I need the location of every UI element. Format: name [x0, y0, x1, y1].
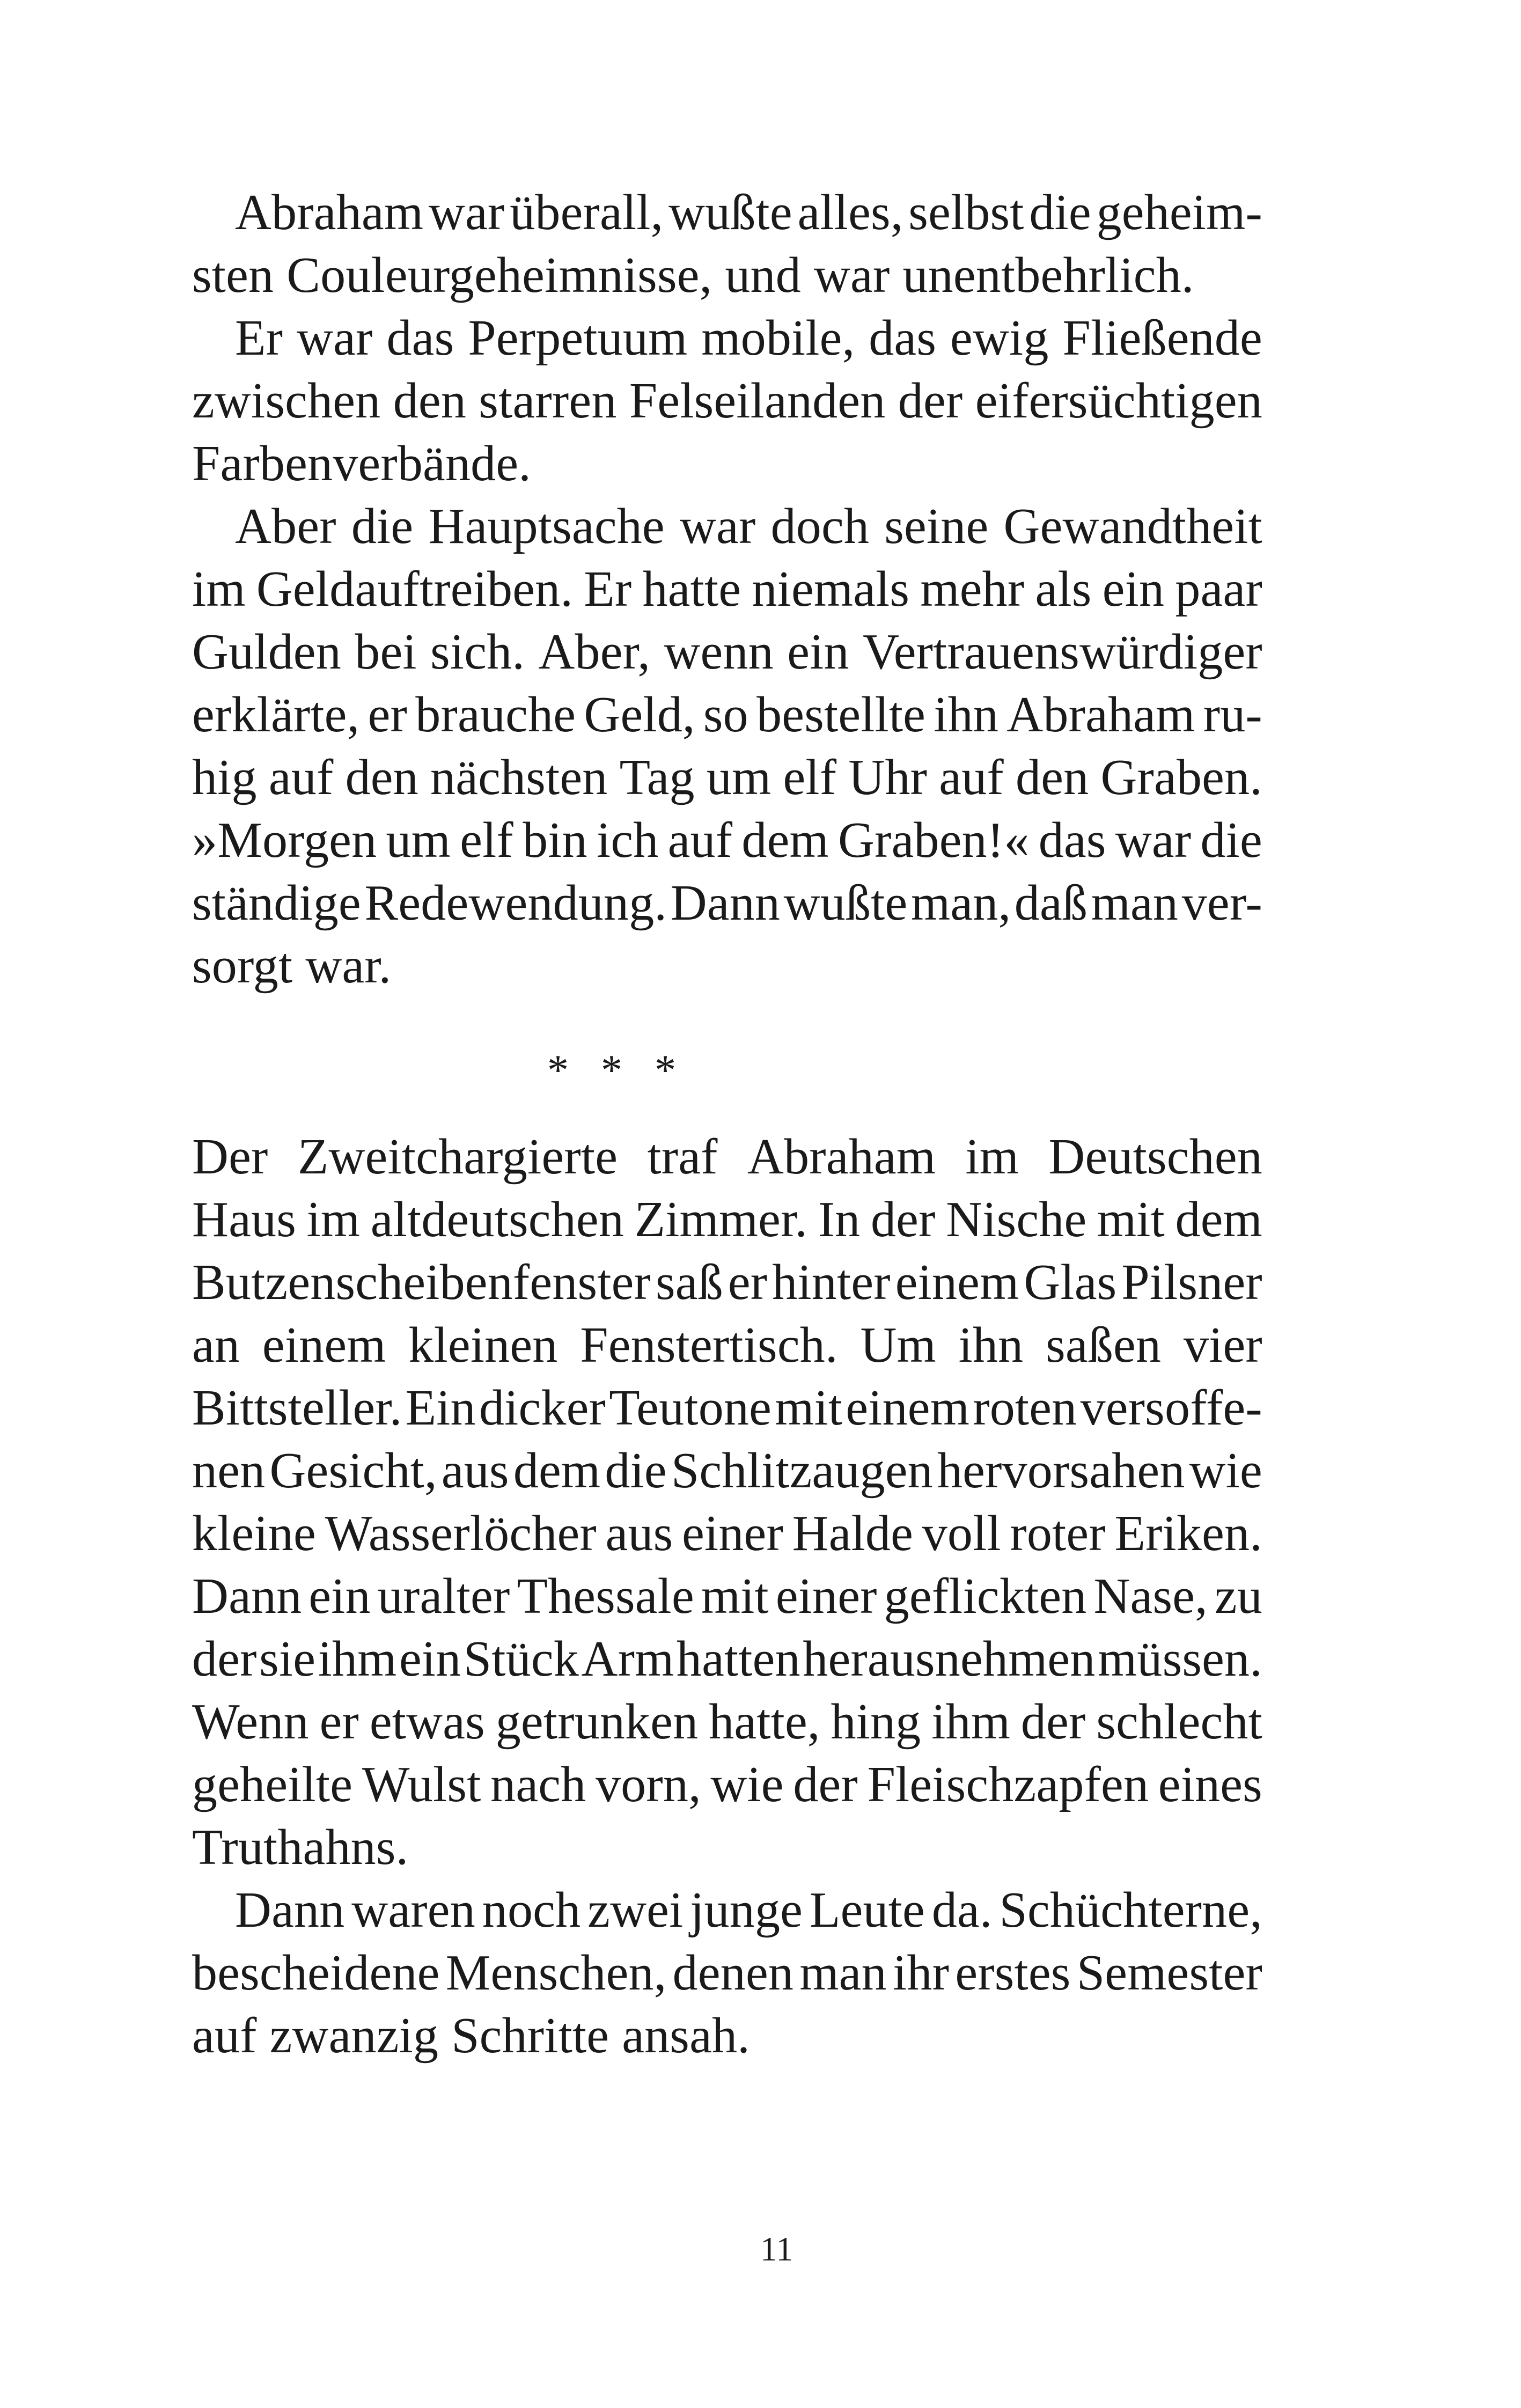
- text-line: Aber die Hauptsache war doch seine Gewandtheit: [235, 498, 1262, 554]
- text-section-2: [192, 1126, 1262, 2067]
- text-line: Bittsteller. Ein dicker Teutone mit einem roten versoffe-: [192, 1380, 1262, 1436]
- text-line: Abraham war überall, wußte alles, selbst die geheim-: [235, 185, 1262, 240]
- text-line: ständige Redewendung. Dann wußte man, daß man ver-: [192, 875, 1262, 931]
- text-line: Dann ein uralter Thessale mit einer geflickten Nase, zu: [192, 1568, 1262, 1624]
- text-line: Gulden bei sich. Aber, wenn ein Vertrauenswürdiger: [192, 624, 1262, 680]
- text-line: Er war das Perpetuum mobile, das ewig Fließende: [235, 310, 1262, 366]
- page-number: 11: [760, 2230, 793, 2268]
- text-section-1: [192, 181, 1262, 997]
- text-line: sorgt war.: [192, 938, 392, 994]
- text-line: bescheidene Menschen, denen man ihr erstes Semester: [192, 1945, 1262, 2001]
- text-line: der sie ihm ein Stück Arm hatten herausnehmen müssen.: [192, 1631, 1262, 1687]
- text-line: nen Gesicht, aus dem die Schlitzaugen hervorsahen wie: [192, 1443, 1262, 1499]
- text-line: Wenn er etwas getrunken hatte, hing ihm der schlecht: [192, 1694, 1262, 1750]
- text-line: Butzenscheibenfenster saß er hinter einem Glas Pilsner: [192, 1254, 1262, 1310]
- text-line: auf zwanzig Schritte ansah.: [192, 2008, 750, 2064]
- text-line: »Morgen um elf bin ich auf dem Graben!« das war die: [192, 812, 1262, 868]
- text-line: Dann waren noch zwei junge Leute da. Schüchterne,: [235, 1882, 1262, 1938]
- text-line: sten Couleurgeheimnisse, und war unentbehrlich.: [192, 247, 1194, 303]
- text-line: zwischen den starren Felseilanden der eifersüchtigen: [192, 373, 1262, 429]
- section-separator: * * *: [547, 1047, 687, 1094]
- text-line: Farbenverbände.: [192, 436, 531, 491]
- text-line: Haus im altdeutschen Zimmer. In der Nische mit dem: [192, 1192, 1262, 1247]
- text-line: geheilte Wulst nach vorn, wie der Fleischzapfen eines: [192, 1757, 1262, 1812]
- text-line: erklärte, er brauche Geld, so bestellte ihn Abraham ru-: [192, 687, 1262, 743]
- text-line: im Geldauftreiben. Er hatte niemals mehr als ein paar: [192, 561, 1262, 617]
- text-line: an einem kleinen Fenstertisch. Um ihn saßen vier: [192, 1317, 1262, 1373]
- text-line: kleine Wasserlöcher aus einer Halde voll roter Eriken.: [192, 1506, 1262, 1561]
- text-line: hig auf den nächsten Tag um elf Uhr auf den Graben.: [192, 750, 1262, 805]
- text-line: Truthahns.: [192, 1819, 409, 1875]
- text-line: Der Zweitchargierte traf Abraham im Deutschen: [192, 1129, 1262, 1185]
